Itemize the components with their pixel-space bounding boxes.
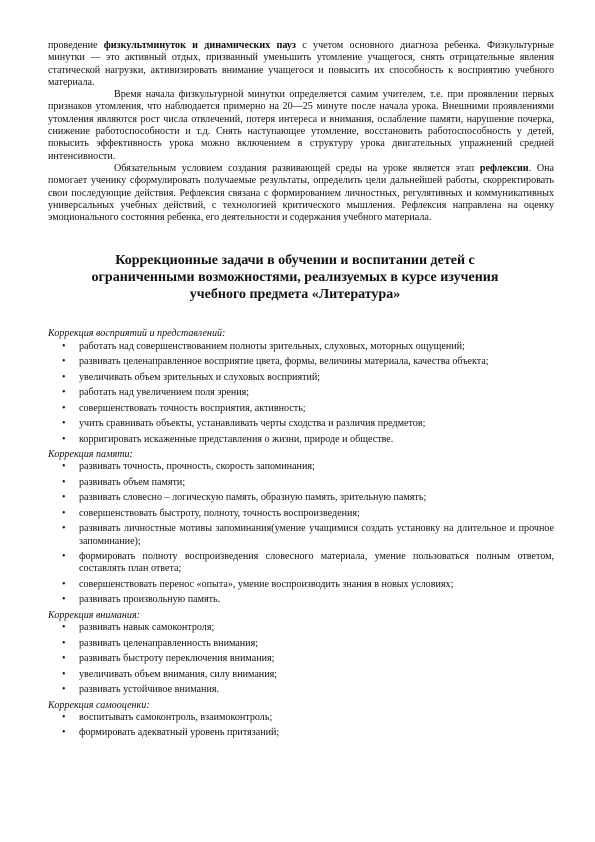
correction-section <box>48 328 554 446</box>
document-page <box>48 40 554 743</box>
paragraph-reflection <box>48 163 554 224</box>
list-item: • развивать целенаправленность внимания; <box>48 638 554 650</box>
list-item: • совершенствовать перенос «опыта», умение воспроизводить знания в новых условиях; <box>48 579 554 591</box>
list-item: • развивать устойчивое внимания. <box>48 684 554 696</box>
list-item: • работать над совершенствованием полноты зрительных, слуховых, моторных ощущений; <box>48 341 554 353</box>
paragraph-bold-term: рефлексии <box>479 162 529 174</box>
section-subtitle: Коррекция памяти: <box>48 449 133 461</box>
list-item: • формировать полноту воспроизведения словесного материала, умение пользоваться полным ответом, составлять план ответа; <box>48 551 554 576</box>
list-item: • формировать адекватный уровень притязаний; <box>48 727 554 739</box>
list-item: • развивать навык самоконтроля; <box>48 622 554 634</box>
bullet-list <box>48 341 554 446</box>
paragraph-text: проведение <box>48 40 104 51</box>
heading-line: Коррекционные задачи в обучении и воспитании детей с <box>115 253 475 269</box>
bullet-list <box>48 622 554 696</box>
list-item: • учить сравнивать объекты, устанавливать черты сходства и различия предметов; <box>48 418 554 430</box>
list-item: • корригировать искаженные представления о жизни, природе и обществе. <box>48 434 554 446</box>
section-heading <box>48 252 554 303</box>
correction-section <box>48 610 554 697</box>
list-item: • развивать целенаправленное восприятие цвета, формы, величины материала, качества объекта; <box>48 356 554 368</box>
paragraph-fatigue: Время начала физкультурной минутки определяется самим учителем, т.е. при проявлении первых признаков утомления, что наблюдается примерно на 20—25 минуте после начала урока. Внешними проявлениями утомления являются рост числа отвлечений, потеря интереса и внимания, ослабление памяти, нарушение почерка, снижение работоспособности и т.д. Снять наступающее утомление, восстановить работоспособность у детей, повысить эффективность урока можно включением в структуру урока двигательных упражнений средней интенсивности. <box>48 89 554 162</box>
correction-sections <box>48 328 554 739</box>
list-item: • совершенствовать быстроту, полноту, точность воспроизведения; <box>48 508 554 520</box>
list-item: • увеличивать объем внимания, силу внимания; <box>48 669 554 681</box>
list-item: • развивать быстроту переключения внимания; <box>48 653 554 665</box>
list-item: • совершенствовать точность восприятия, активность; <box>48 403 554 415</box>
list-item: • развивать объем памяти; <box>48 477 554 489</box>
bullet-list <box>48 712 554 740</box>
paragraph-bold-term: физкультминуток и динамических пауз <box>103 40 296 51</box>
list-item: • развивать личностные мотивы запоминания(умение учащимися создать установку на длительное и прочное запоминание); <box>48 523 554 548</box>
paragraph-text: Обязательным условием создания развивающей среды на уроке является этап <box>114 162 480 174</box>
correction-section <box>48 449 554 607</box>
list-item: • увеличивать объем зрительных и слуховых восприятий; <box>48 372 554 384</box>
list-item: • развивать точность, прочность, скорость запоминания; <box>48 461 554 473</box>
bullet-list <box>48 461 554 606</box>
list-item: • работать над увеличением поля зрения; <box>48 387 554 399</box>
list-item: • воспитывать самоконтроль, взаимоконтроль; <box>48 712 554 724</box>
section-subtitle: Коррекция самооценки: <box>48 699 150 711</box>
heading-line: ограниченными возможностями, реализуемых в курсе изучения <box>91 270 499 286</box>
section-subtitle: Коррекция внимания: <box>48 609 141 621</box>
section-subtitle: Коррекция восприятий и представлений: <box>48 328 226 340</box>
paragraph-fizkultminutki <box>48 40 554 89</box>
heading-line: учебного предмета «Литература» <box>189 287 401 303</box>
paragraph-text: с учетом основного диагноза ребенка. Физкультурные минутки — это активный отдых, призванный уменьшить утомление учащегося, снять отрицательные явления статической нагрузки, активизировать внимание учащегося и повысить их способность к восприятию учебного материала. <box>48 40 554 88</box>
paragraph-text: . Она помогает ученику сформулировать получаемые результаты, определить цели дальнейшей работы, скорректировать свои последующие действия. Рефлексия связана с формированием личностных, регулятивных и коммуникативных универсальных учебных действий, с технологией критического мышления. Рефлексия направлена на оценку эмоционального состояния ребенка, его деятельности и содержания учебного материала. <box>48 162 554 224</box>
list-item: • развивать произвольную память. <box>48 594 554 606</box>
list-item: • развивать словесно – логическую память, образную память, зрительную память; <box>48 492 554 504</box>
correction-section <box>48 700 554 740</box>
